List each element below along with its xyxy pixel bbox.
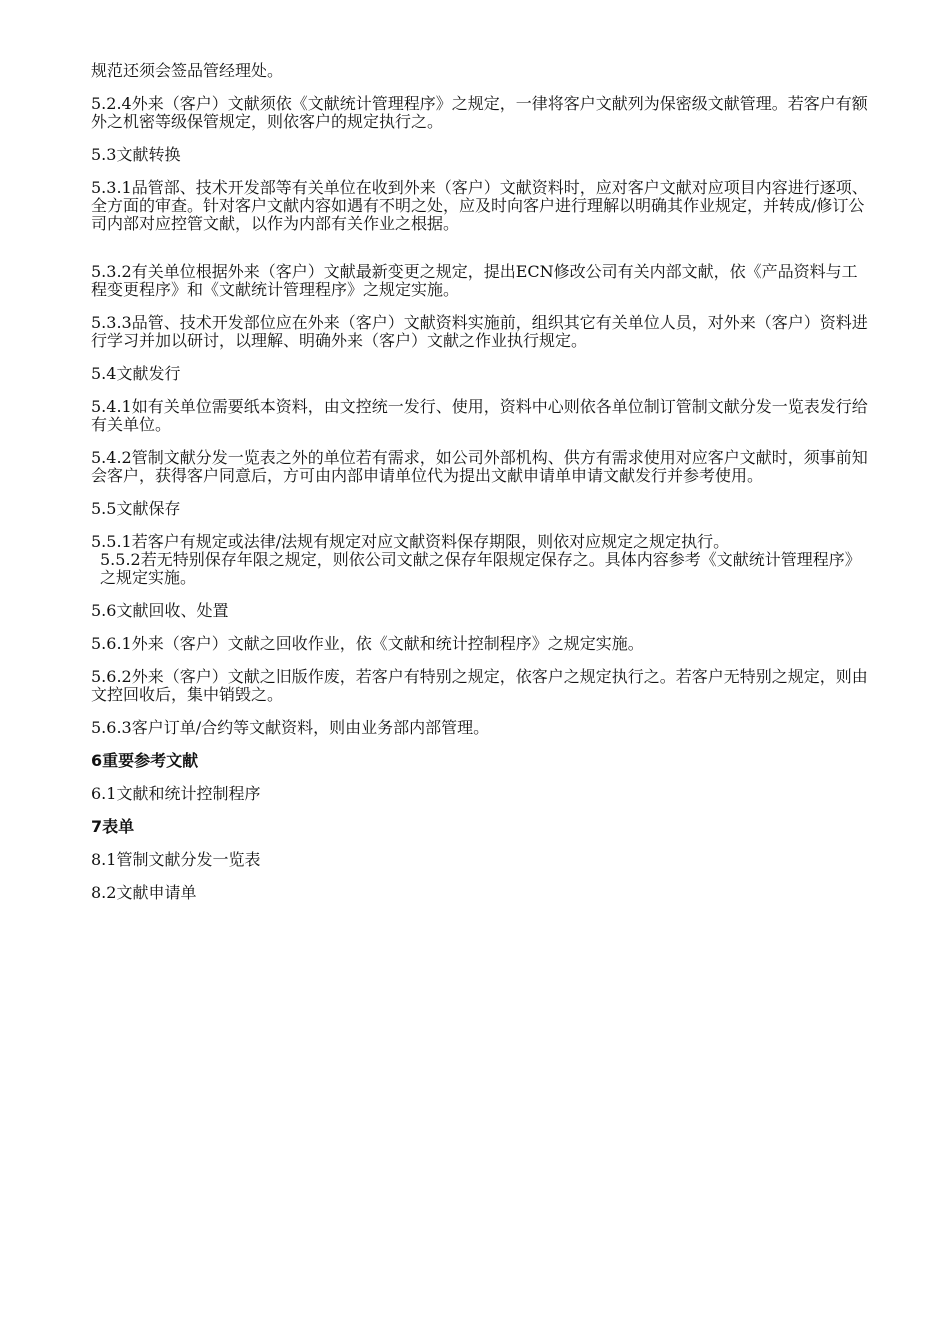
paragraph-5-4-2: 5.4.2管制文献分发一览表之外的单位若有需求，如公司外部机构、供方有需求使用对应客户文献时，须事前知会客户，获得客户同意后，方可由内部申请单位代为提出文献申请单申请文献发行并参考使用。 [91, 448, 868, 485]
paragraph-5-6-1: 5.6.1外来（客户）文献之回收作业，依《文献和统计控制程序》之规定实施。 [91, 634, 644, 653]
section-heading-5-3: 5.3文献转换 [91, 145, 181, 164]
section-heading-5-6: 5.6文献回收、处置 [91, 601, 229, 620]
form-item-8-2: 8.2文献申请单 [91, 883, 197, 902]
paragraph-5-5-1: 5.5.1若客户有规定或法律/法规有规定对应文献资料保存期限，则依对应规定之规定执行。 [91, 532, 730, 551]
section-heading-6: 6重要参考文献 [91, 751, 199, 770]
paragraph-continuation: 规范还须会签品管经理处。 [91, 61, 284, 80]
document-body [91, 62, 871, 917]
paragraph-5-2-4: 5.2.4外来（客户）文献须依《文献统计管理程序》之规定，一律将客户文献列为保密级文献管理。若客户有额外之机密等级保管规定，则依客户的规定执行之。 [91, 94, 868, 131]
section-heading-5-4: 5.4文献发行 [91, 364, 181, 383]
paragraph-5-4-1: 5.4.1如有关单位需要纸本资料，由文控统一发行、使用，资料中心则依各单位制订管制文献分发一览表发行给有关单位。 [91, 397, 868, 434]
section-heading-5-5: 5.5文献保存 [91, 499, 181, 518]
paragraph-5-3-1: 5.3.1品管部、技术开发部等有关单位在收到外来（客户）文献资料时，应对客户文献对应项目内容进行逐项、全方面的审查。针对客户文献内容如遇有不明之处，应及时向客户进行理解以明确其作业规定，并转成/修订公司内部对应控管文献，以作为内部有关作业之根据。 [91, 178, 868, 233]
paragraph-5-6-3: 5.6.3客户订单/合约等文献资料，则由业务部内部管理。 [91, 718, 490, 737]
reference-item-6-1: 6.1文献和统计控制程序 [91, 784, 261, 803]
paragraph-5-6-2: 5.6.2外来（客户）文献之旧版作废，若客户有特别之规定，依客户之规定执行之。若客户无特别之规定，则由文控回收后，集中销毁之。 [91, 667, 868, 704]
paragraph-5-5-2: 5.5.2若无特别保存年限之规定，则依公司文献之保存年限规定保存之。具体内容参考《文献统计管理程序》之规定实施。 [100, 550, 861, 587]
form-item-8-1: 8.1管制文献分发一览表 [91, 850, 261, 869]
paragraph-5-3-2: 5.3.2有关单位根据外来（客户）文献最新变更之规定，提出ECN修改公司有关内部文献，依《产品资料与工程变更程序》和《文献统计管理程序》之规定实施。 [91, 262, 858, 299]
paragraph-5-3-3: 5.3.3品管、技术开发部位应在外来（客户）文献资料实施前，组织其它有关单位人员，对外来（客户）资料进行学习并加以研讨，以理解、明确外来（客户）文献之作业执行规定。 [91, 313, 868, 350]
section-heading-7: 7表单 [91, 817, 135, 836]
